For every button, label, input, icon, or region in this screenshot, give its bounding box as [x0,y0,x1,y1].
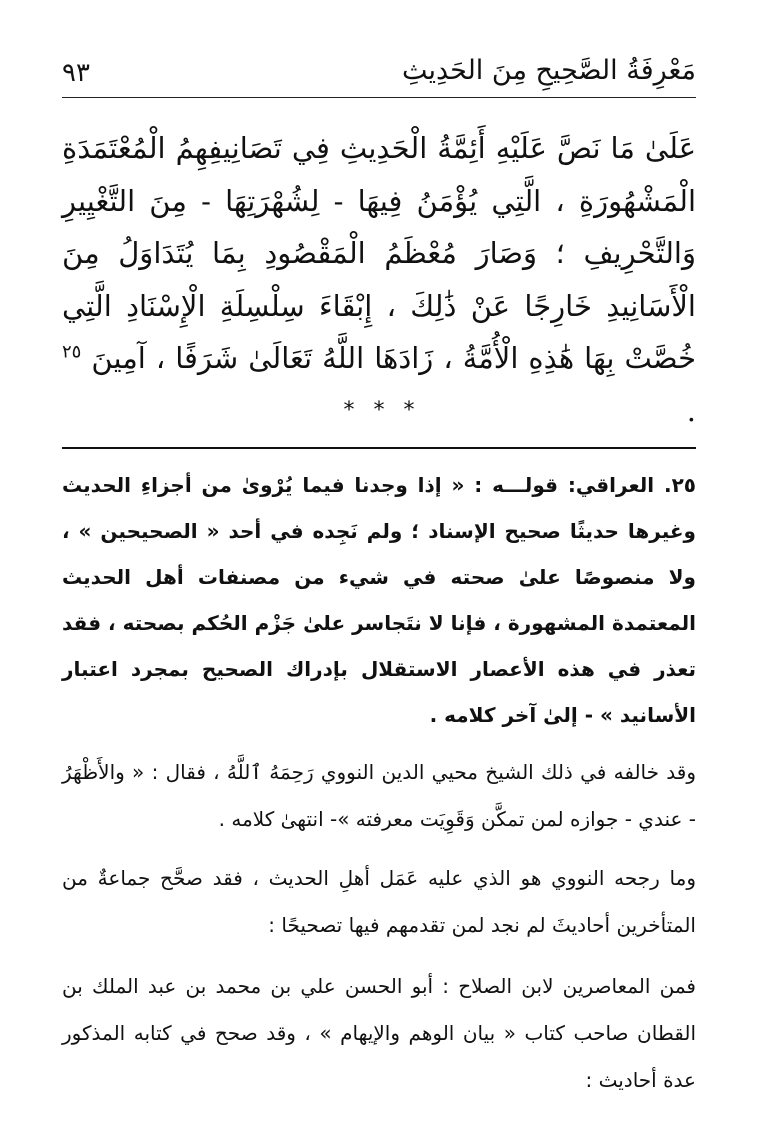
main-paragraph-text: عَلَىٰ مَا نَصَّ عَلَيْهِ أَئِمَّةُ الْحَدِيثِ فِي تَصَانِيفِهِمُ الْمُعْتَمَدَةِ الْمَشْهُورَةِ ، الَّتِي يُؤْمَنُ فِيهَا - لِشُهْرَتِهَا - مِنَ التَّغْيِيرِ وَالتَّحْرِيفِ ؛ وَصَارَ مُعْظَمُ الْمَقْصُودِ بِمَا يُتَدَاوَلُ مِنَ الْأَسَانِيدِ خَارِجًا عَنْ ذَٰلِكَ ، إِبْقَاءَ سِلْسِلَةِ الْإِسْنَادِ الَّتِي خُصَّتْ بِهَا هَٰذِهِ الْأُمَّةُ ، زَادَهَا اللَّهُ تَعَالَىٰ شَرَفًا ، آمِينَ [62,131,696,375]
footnote-paragraph-4: فمن المعاصرين لابن الصلاح : أبو الحسن علي بن محمد بن عبد الملك بن القطان صاحب كتاب « بيان الوهم والإيهام » ، وقد صحح في كتابه المذكور عدة أحاديث : [62,974,696,1092]
footnote-reference[interactable]: ٢٥ [62,341,82,363]
footnote-number: ٢٥. [663,473,697,497]
footnote-separator [62,447,696,449]
footnote-paragraph-3: وما رجحه النووي هو الذي عليه عَمَل أهلِ الحديث ، فقد صحَّح جماعةٌ من المتأخرين أحاديثَ لم نجد لمن تقدمهم فيها تصحيحًا : [62,866,696,937]
main-text [62,122,696,437]
page-header [62,52,696,96]
main-paragraph-end: . [686,393,696,428]
footnote-lead: العراقي: [567,473,655,497]
footnotes [62,462,696,1104]
footnote-text: قولـــه : « إذا وجدنا فيما يُرْوىٰ من أجزاءِ الحديث وغيرها حديثًا صحيح الإسناد ؛ ولم نَجِده في أحد « الصحيحين » ، ولا منصوصًا علىٰ صحته في شيء من مصنفات أهل الحديث المعتمدة المشهورة ، فإنا لا نتَجاسر علىٰ جَزْم الحُكم بصحته ، فقد تعذر في هذه الأعصار الاستقلال بإدراك الصحيح بمجرد اعتبار الأسانيد » - إلىٰ آخر كلامه . [62,473,696,727]
footnote-25 [62,462,696,738]
footnote-paragraph-2: وقد خالفه في ذلك الشيخ محيي الدين النووي رَحِمَهُ ٱللَّهُ ، فقال : « والأَظْهَرُ - عندي - جوازه لمن تمكَّن وَقَوِيَت معرفته »- انتهىٰ كلامه . [62,760,696,831]
section-ornament: * * * [343,398,421,423]
main-paragraph [62,122,696,437]
running-title: مَعْرِفَةُ الصَّحِيحِ مِنَ الحَدِيثِ [401,55,696,86]
page-number: ٩٣ [62,58,90,88]
header-rule [62,97,696,98]
